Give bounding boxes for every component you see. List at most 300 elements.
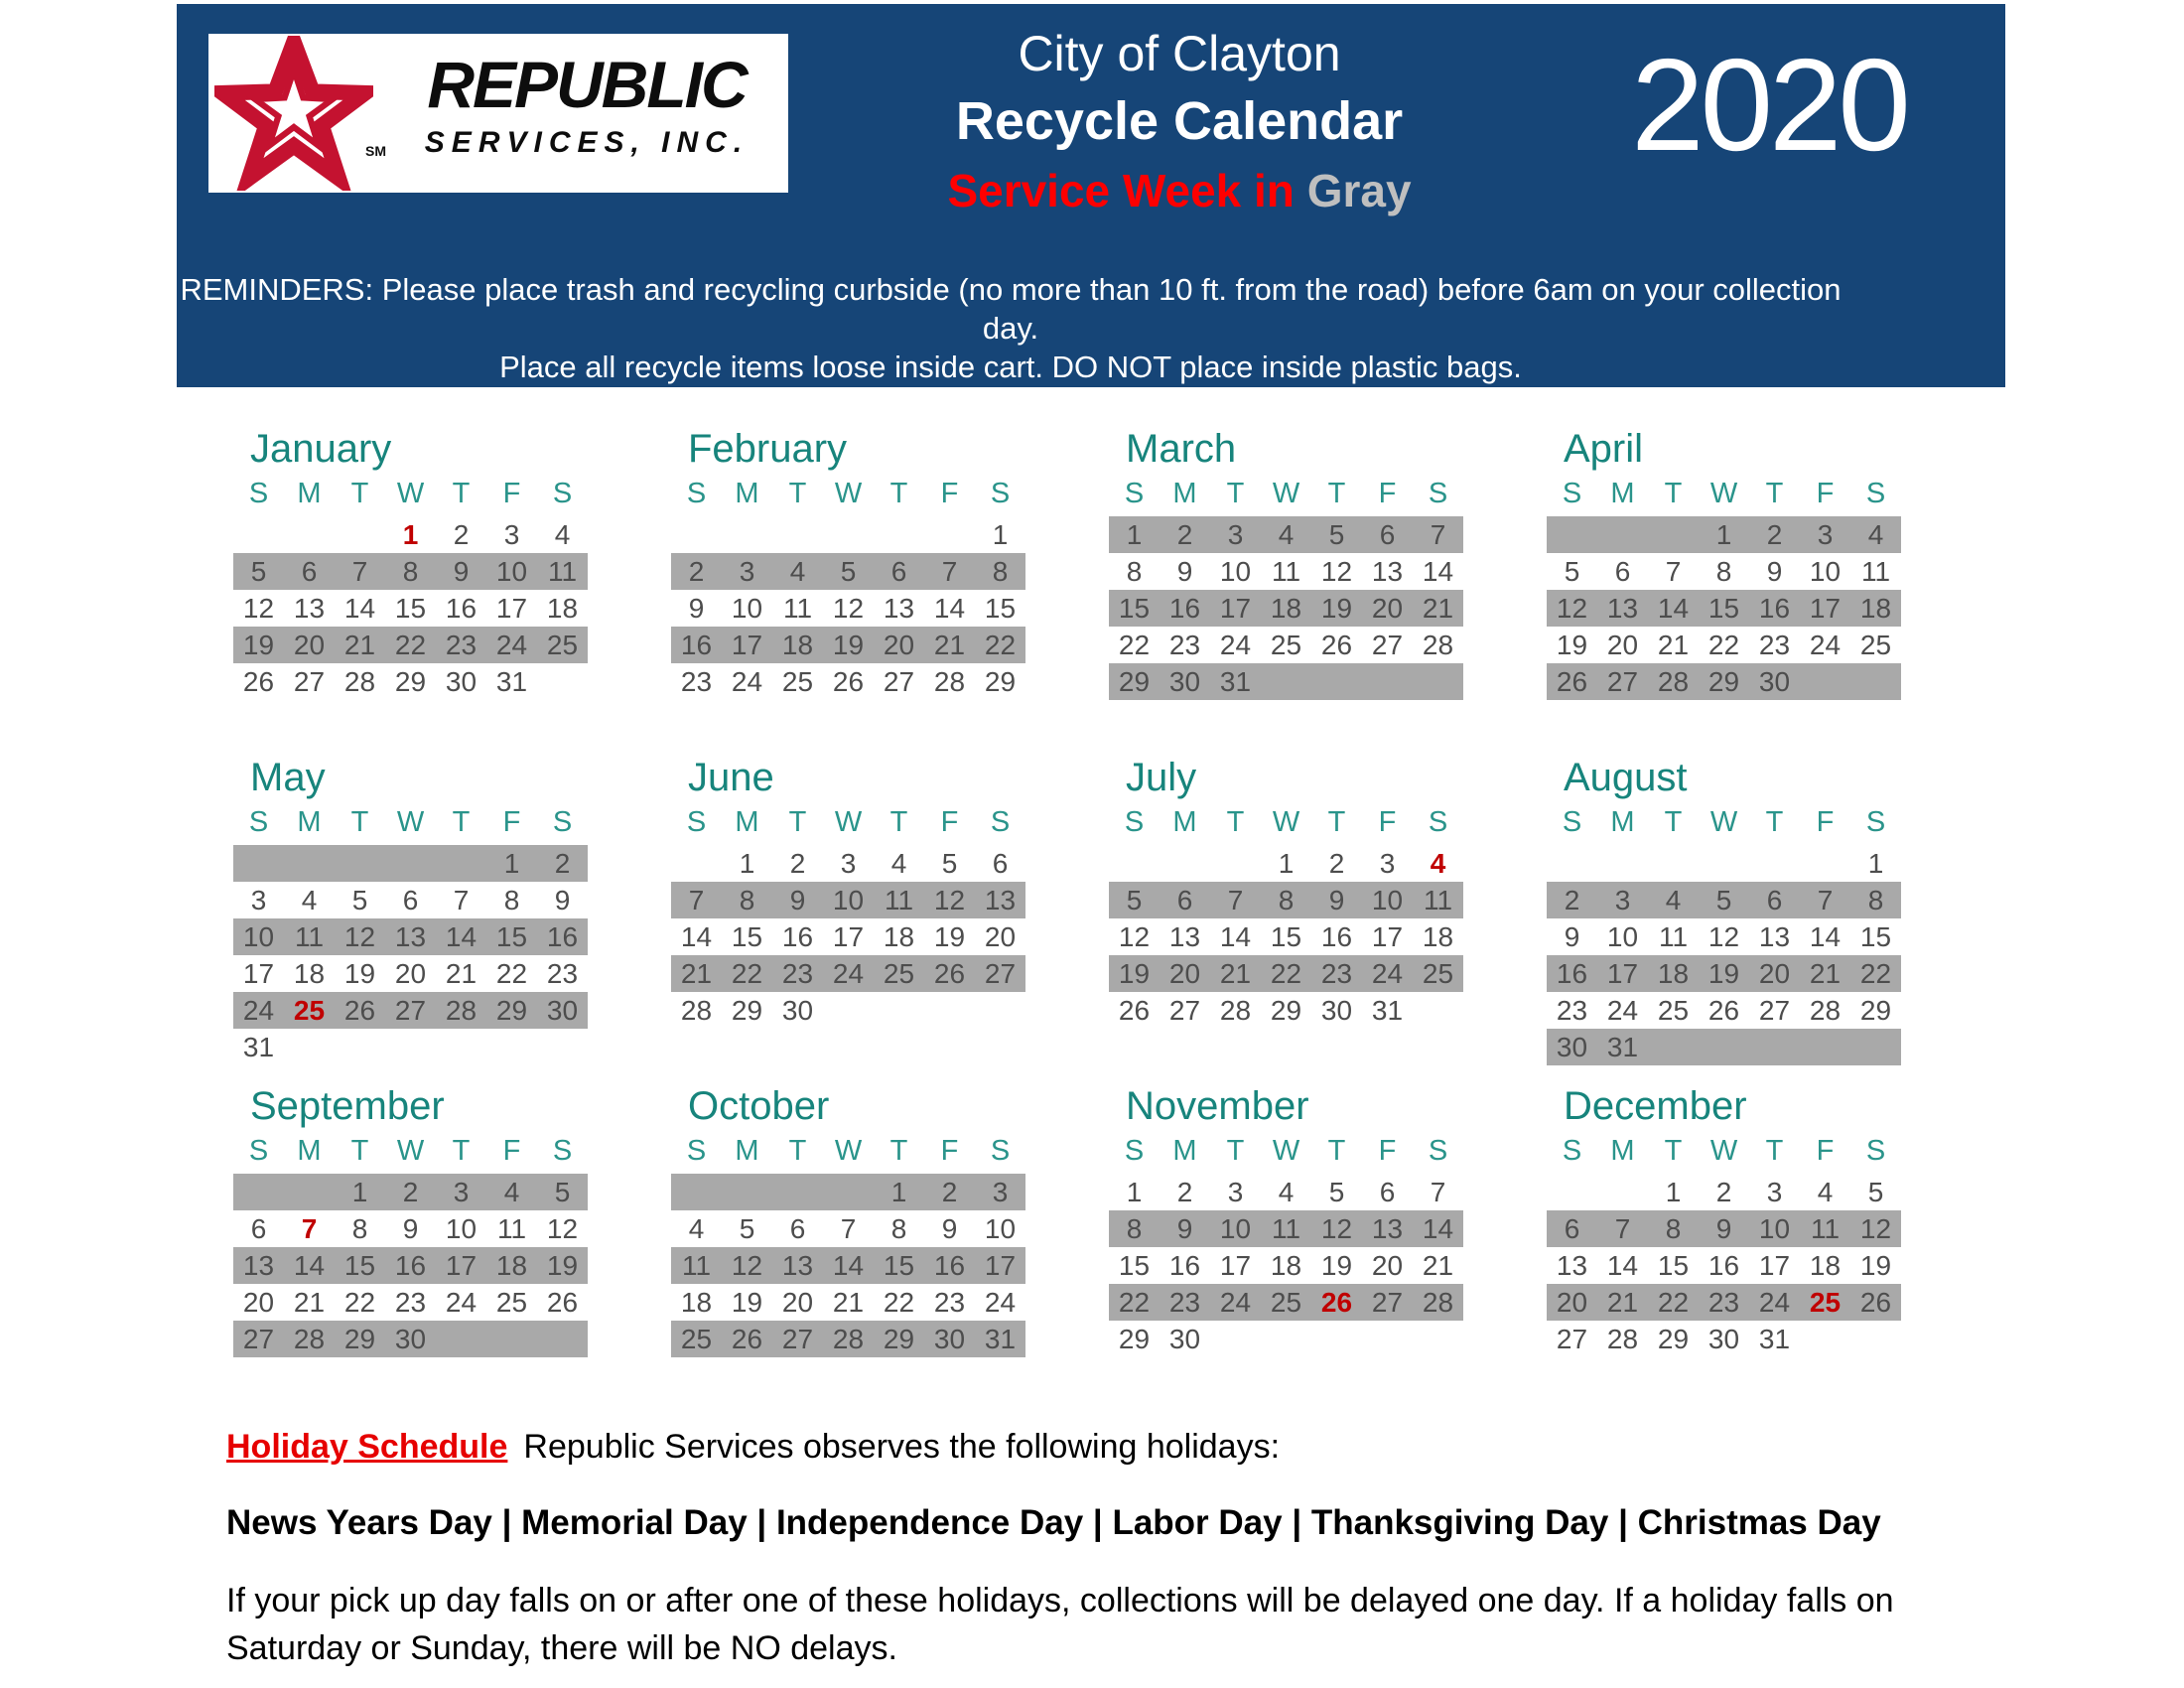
day-cell: 8: [890, 1213, 907, 1244]
day-cell: 13: [293, 593, 326, 624]
weekday-letter: W: [1709, 478, 1738, 509]
day-cell: 24: [242, 995, 275, 1026]
day-cell: 26: [933, 958, 966, 989]
holiday-day: 25: [293, 995, 326, 1026]
day-cell: 11: [681, 1250, 712, 1281]
day-cell: 31: [1371, 995, 1404, 1026]
day-cell: 11: [1423, 885, 1453, 915]
weekday-letter: M: [297, 478, 322, 509]
day-cell: 29: [731, 995, 763, 1026]
day-cell: [1648, 516, 1699, 553]
weekday-letter: M: [1610, 478, 1635, 509]
day-cell: 22: [1657, 1287, 1690, 1318]
day-cell: [486, 1321, 537, 1357]
day-cell: 30: [781, 995, 814, 1026]
day-cell: 9: [1766, 556, 1783, 587]
month-title: August: [1564, 756, 1688, 799]
day-cell: 23: [546, 958, 579, 989]
service-week-red-text: Service Week in: [947, 165, 1295, 216]
day-cell: [1800, 1029, 1850, 1065]
day-cell: 22: [394, 630, 427, 660]
weekday-letter: T: [1664, 1135, 1683, 1167]
day-cell: [436, 1321, 486, 1357]
weekday-letter: S: [1865, 1135, 1886, 1167]
weekday-letter: W: [396, 478, 425, 509]
day-cell: 20: [1371, 1250, 1404, 1281]
day-cell: [1362, 1321, 1413, 1357]
holiday-note: If your pick up day falls on or after one of these holidays, collections will be delayed one day. If a holiday falls on Saturday or Sunday, there will be NO delays.: [226, 1582, 1894, 1667]
day-cell: [823, 1174, 874, 1210]
service-week-row: [671, 553, 1025, 590]
day-cell: 3: [1817, 519, 1834, 550]
weekday-letter: S: [1562, 1135, 1582, 1167]
day-cell: 17: [1219, 1250, 1252, 1281]
weekday-letter: T: [889, 1135, 908, 1167]
holiday-schedule-section: [226, 1426, 1974, 1672]
day-cell: 24: [832, 958, 865, 989]
day-cell: 18: [1270, 593, 1302, 624]
service-week-row: [233, 627, 588, 663]
day-cell: [722, 516, 772, 553]
page-title-block: [852, 24, 1507, 218]
day-cell: 21: [1422, 1250, 1454, 1281]
week-row: [1109, 1174, 1463, 1210]
day-cell: 6: [250, 1213, 267, 1244]
week-row: [233, 1284, 588, 1321]
day-cell: 1: [739, 848, 755, 879]
day-cell: 13: [781, 1250, 814, 1281]
logo-brand: REPUBLIC: [427, 48, 747, 121]
day-cell: 2: [941, 1177, 958, 1207]
weekday-letter: M: [735, 806, 759, 838]
weekday-letter: F: [1378, 478, 1397, 509]
day-cell: 28: [1657, 666, 1690, 697]
month-march: [1109, 425, 1463, 754]
day-cell: 13: [883, 593, 915, 624]
day-cell: 12: [1118, 921, 1151, 952]
day-cell: 30: [546, 995, 579, 1026]
day-cell: 4: [688, 1213, 705, 1244]
day-cell: 18: [546, 593, 579, 624]
service-week-row: [1109, 516, 1463, 553]
day-cell: [823, 516, 874, 553]
day-cell: 26: [343, 995, 376, 1026]
day-cell: [537, 1029, 588, 1065]
day-cell: 13: [1556, 1250, 1588, 1281]
weekday-letter: W: [1709, 806, 1738, 838]
day-cell: 28: [1422, 630, 1454, 660]
day-cell: 4: [1867, 519, 1884, 550]
day-cell: [772, 516, 823, 553]
day-cell: [1311, 1321, 1362, 1357]
day-cell: 15: [495, 921, 528, 952]
day-cell: 17: [832, 921, 865, 952]
day-cell: 22: [731, 958, 763, 989]
day-cell: [385, 1029, 436, 1065]
day-cell: 5: [1564, 556, 1580, 587]
weekday-header-row: [1109, 805, 1463, 845]
day-cell: 23: [1320, 958, 1353, 989]
day-cell: 14: [1809, 921, 1842, 952]
day-cell: 19: [546, 1250, 579, 1281]
day-cell: 16: [1758, 593, 1791, 624]
logo-subtitle: SERVICES, INC.: [424, 126, 750, 159]
day-cell: 21: [933, 630, 966, 660]
weekday-letter: T: [1226, 478, 1245, 509]
day-cell: 26: [731, 1324, 763, 1354]
weekday-letter: T: [350, 478, 369, 509]
day-cell: [233, 845, 284, 882]
day-cell: [537, 663, 588, 700]
day-cell: 13: [242, 1250, 275, 1281]
day-cell: [924, 516, 975, 553]
month-title: December: [1564, 1084, 1747, 1128]
day-cell: 23: [445, 630, 478, 660]
day-cell: 7: [1227, 885, 1244, 915]
day-cell: 5: [941, 848, 958, 879]
day-cell: 17: [1606, 958, 1639, 989]
day-cell: 30: [1320, 995, 1353, 1026]
day-cell: 23: [1758, 630, 1791, 660]
star-icon: [214, 36, 373, 191]
week-row: [1547, 1321, 1901, 1357]
weekday-letter: T: [1327, 478, 1346, 509]
sm-trademark: SM: [365, 143, 386, 159]
day-cell: 6: [402, 885, 419, 915]
city-title: City of Clayton: [1018, 26, 1341, 81]
day-cell: 10: [832, 885, 865, 915]
day-cell: 26: [1859, 1287, 1892, 1318]
weekday-letter: S: [1124, 1135, 1145, 1167]
day-cell: [385, 845, 436, 882]
day-cell: 11: [1271, 1213, 1301, 1244]
weekday-header-row: [233, 805, 588, 845]
day-cell: [1749, 845, 1800, 882]
weekday-letter: S: [686, 1135, 707, 1167]
day-cell: 5: [1715, 885, 1732, 915]
day-cell: 28: [293, 1324, 326, 1354]
day-cell: 7: [840, 1213, 857, 1244]
day-cell: 20: [1758, 958, 1791, 989]
day-cell: 1: [503, 848, 520, 879]
day-cell: 27: [1758, 995, 1791, 1026]
day-cell: 24: [1758, 1287, 1791, 1318]
day-cell: 6: [1564, 1213, 1580, 1244]
day-cell: 5: [1328, 519, 1345, 550]
day-cell: 20: [781, 1287, 814, 1318]
day-cell: [335, 845, 385, 882]
day-cell: 27: [883, 666, 915, 697]
day-cell: 9: [1176, 556, 1193, 587]
weekday-letter: T: [1765, 1135, 1784, 1167]
day-cell: 21: [1422, 593, 1454, 624]
day-cell: 25: [546, 630, 579, 660]
day-cell: [1850, 1029, 1901, 1065]
day-cell: 21: [680, 958, 713, 989]
week-row: [1109, 1247, 1463, 1284]
day-cell: 16: [445, 593, 478, 624]
day-cell: [671, 845, 722, 882]
day-cell: 23: [1168, 630, 1201, 660]
service-week-row: [1109, 955, 1463, 992]
day-cell: 12: [242, 593, 275, 624]
day-cell: 17: [242, 958, 275, 989]
day-cell: 9: [402, 1213, 419, 1244]
day-cell: 5: [1126, 885, 1143, 915]
day-cell: 12: [1859, 1213, 1892, 1244]
week-row: [671, 992, 1025, 1029]
day-cell: 30: [1556, 1032, 1588, 1062]
day-cell: 28: [933, 666, 966, 697]
month-title: October: [688, 1084, 830, 1128]
weekday-header-row: [671, 805, 1025, 845]
weekday-letter: M: [1172, 1135, 1197, 1167]
day-cell: 27: [242, 1324, 275, 1354]
day-cell: 13: [1371, 556, 1404, 587]
day-cell: 20: [1168, 958, 1201, 989]
day-cell: 27: [1556, 1324, 1588, 1354]
weekday-letter: F: [940, 806, 959, 838]
day-cell: [874, 992, 924, 1029]
day-cell: 11: [294, 921, 325, 952]
weekday-letter: S: [552, 478, 573, 509]
day-cell: 8: [1278, 885, 1295, 915]
day-cell: 30: [394, 1324, 427, 1354]
weekday-letter: F: [1816, 478, 1835, 509]
weekday-letter: T: [1765, 478, 1784, 509]
day-cell: 17: [1371, 921, 1404, 952]
day-cell: 6: [1766, 885, 1783, 915]
day-cell: 10: [242, 921, 275, 952]
day-cell: [1413, 663, 1463, 700]
day-cell: 18: [1422, 921, 1454, 952]
day-cell: 4: [554, 519, 571, 550]
day-cell: 8: [402, 556, 419, 587]
day-cell: 18: [680, 1287, 713, 1318]
weekday-letter: T: [889, 806, 908, 838]
month-title: September: [250, 1084, 445, 1128]
holiday-schedule-label: Holiday Schedule: [226, 1428, 508, 1466]
weekday-letter: S: [1124, 478, 1145, 509]
day-cell: 25: [495, 1287, 528, 1318]
weekday-letter: T: [350, 806, 369, 838]
day-cell: 1: [1867, 848, 1884, 879]
day-cell: 5: [1867, 1177, 1884, 1207]
day-cell: 1: [1665, 1177, 1682, 1207]
day-cell: 23: [933, 1287, 966, 1318]
day-cell: 3: [503, 519, 520, 550]
weekday-letter: F: [1378, 1135, 1397, 1167]
day-cell: [1109, 845, 1160, 882]
day-cell: 28: [343, 666, 376, 697]
day-cell: [284, 516, 335, 553]
weekday-letter: S: [686, 806, 707, 838]
service-week-row: [233, 992, 588, 1029]
day-cell: 29: [984, 666, 1017, 697]
day-cell: 30: [1168, 1324, 1201, 1354]
weekday-letter: T: [350, 1135, 369, 1167]
day-cell: 14: [680, 921, 713, 952]
day-cell: 21: [1809, 958, 1842, 989]
day-cell: 22: [1707, 630, 1740, 660]
weekday-letter: F: [1816, 1135, 1835, 1167]
weekday-letter: S: [990, 806, 1011, 838]
day-cell: 22: [1859, 958, 1892, 989]
day-cell: 24: [445, 1287, 478, 1318]
day-cell: 10: [1219, 556, 1252, 587]
weekday-letter: T: [1226, 806, 1245, 838]
day-cell: 2: [402, 1177, 419, 1207]
service-week-row: [671, 1174, 1025, 1210]
day-cell: 10: [731, 593, 763, 624]
week-row: [233, 1210, 588, 1247]
day-cell: 11: [1810, 1213, 1841, 1244]
day-cell: 26: [546, 1287, 579, 1318]
day-cell: 29: [495, 995, 528, 1026]
service-week-row: [671, 955, 1025, 992]
day-cell: 8: [1867, 885, 1884, 915]
day-cell: [874, 516, 924, 553]
day-cell: 8: [351, 1213, 368, 1244]
day-cell: [1800, 1321, 1850, 1357]
day-cell: 29: [394, 666, 427, 697]
week-row: [1109, 992, 1463, 1029]
week-row: [671, 590, 1025, 627]
service-week-row: [233, 553, 588, 590]
weekday-letter: M: [735, 1135, 759, 1167]
service-week-row: [1109, 1284, 1463, 1321]
weekday-letter: T: [788, 806, 807, 838]
day-cell: 24: [1606, 995, 1639, 1026]
weekday-letter: S: [552, 806, 573, 838]
day-cell: 19: [1320, 593, 1353, 624]
day-cell: 6: [1379, 519, 1396, 550]
holiday-schedule-text: Republic Services observes the following holidays:: [523, 1428, 1281, 1466]
day-cell: 19: [1556, 630, 1588, 660]
day-cell: 31: [242, 1032, 275, 1062]
day-cell: 29: [1270, 995, 1302, 1026]
day-cell: 2: [1176, 519, 1193, 550]
day-cell: [1597, 516, 1648, 553]
day-cell: 24: [1371, 958, 1404, 989]
weekday-letter: T: [452, 478, 471, 509]
day-cell: 28: [1219, 995, 1252, 1026]
day-cell: 13: [1371, 1213, 1404, 1244]
day-cell: [1547, 516, 1597, 553]
week-row: [1547, 627, 1901, 663]
day-cell: 29: [1707, 666, 1740, 697]
weekday-letter: F: [502, 1135, 521, 1167]
month-title: March: [1126, 427, 1237, 471]
weekday-letter: S: [1562, 478, 1582, 509]
weekday-letter: S: [248, 806, 269, 838]
day-cell: 31: [1606, 1032, 1639, 1062]
weekday-header-row: [1547, 477, 1901, 516]
month-february: [671, 425, 1025, 754]
month-september: [233, 1082, 588, 1411]
day-cell: 28: [1606, 1324, 1639, 1354]
day-cell: 7: [453, 885, 470, 915]
day-cell: 25: [1270, 1287, 1302, 1318]
day-cell: 20: [1606, 630, 1639, 660]
day-cell: 17: [445, 1250, 478, 1281]
day-cell: 15: [1707, 593, 1740, 624]
day-cell: 16: [546, 921, 579, 952]
day-cell: 26: [1118, 995, 1151, 1026]
day-cell: 27: [394, 995, 427, 1026]
day-cell: 19: [1859, 1250, 1892, 1281]
day-cell: 22: [343, 1287, 376, 1318]
weekday-letter: W: [1272, 1135, 1300, 1167]
week-row: [1547, 992, 1901, 1029]
day-cell: [1648, 845, 1699, 882]
month-december: [1547, 1082, 1901, 1411]
day-cell: 7: [1430, 1177, 1446, 1207]
day-cell: 21: [1219, 958, 1252, 989]
day-cell: 20: [1371, 593, 1404, 624]
day-cell: 27: [1371, 630, 1404, 660]
weekday-letter: M: [297, 806, 322, 838]
day-cell: [1850, 1321, 1901, 1357]
day-cell: 11: [1860, 556, 1891, 587]
day-cell: 27: [293, 666, 326, 697]
day-cell: 10: [1809, 556, 1842, 587]
reminder-line-1: REMINDERS: Please place trash and recycling curbside (no more than 10 ft. from the road) before 6am on your collection day.: [180, 272, 1842, 346]
weekday-letter: T: [788, 478, 807, 509]
day-cell: 9: [1564, 921, 1580, 952]
logo-text: [393, 50, 780, 163]
service-week-row: [233, 918, 588, 955]
week-row: [1109, 1321, 1463, 1357]
day-cell: 18: [1270, 1250, 1302, 1281]
weekday-header-row: [1547, 1134, 1901, 1174]
weekday-letter: S: [990, 1135, 1011, 1167]
day-cell: 30: [933, 1324, 966, 1354]
weekday-letter: F: [1378, 806, 1397, 838]
day-cell: 4: [503, 1177, 520, 1207]
weekday-letter: F: [502, 478, 521, 509]
day-cell: 5: [840, 556, 857, 587]
day-cell: [1210, 845, 1261, 882]
day-cell: 22: [1118, 630, 1151, 660]
week-row: [1109, 918, 1463, 955]
reminder-line-2: Place all recycle items loose inside cart. DO NOT place inside plastic bags.: [499, 350, 1522, 384]
day-cell: [1261, 663, 1311, 700]
day-cell: 15: [731, 921, 763, 952]
weekday-letter: M: [1172, 806, 1197, 838]
day-cell: [233, 1174, 284, 1210]
day-cell: 15: [1118, 1250, 1151, 1281]
day-cell: 2: [688, 556, 705, 587]
day-cell: 14: [1657, 593, 1690, 624]
day-cell: 19: [1320, 1250, 1353, 1281]
month-january: [233, 425, 588, 754]
week-row: [671, 516, 1025, 553]
service-week-row: [671, 627, 1025, 663]
weekday-letter: W: [834, 478, 863, 509]
day-cell: 1: [1126, 1177, 1143, 1207]
day-cell: 12: [343, 921, 376, 952]
day-cell: 16: [1707, 1250, 1740, 1281]
day-cell: 16: [1168, 1250, 1201, 1281]
day-cell: 19: [832, 630, 865, 660]
day-cell: 18: [1859, 593, 1892, 624]
day-cell: 31: [1758, 1324, 1791, 1354]
day-cell: 7: [1614, 1213, 1631, 1244]
day-cell: 16: [1168, 593, 1201, 624]
day-cell: 30: [1168, 666, 1201, 697]
day-cell: 26: [832, 666, 865, 697]
